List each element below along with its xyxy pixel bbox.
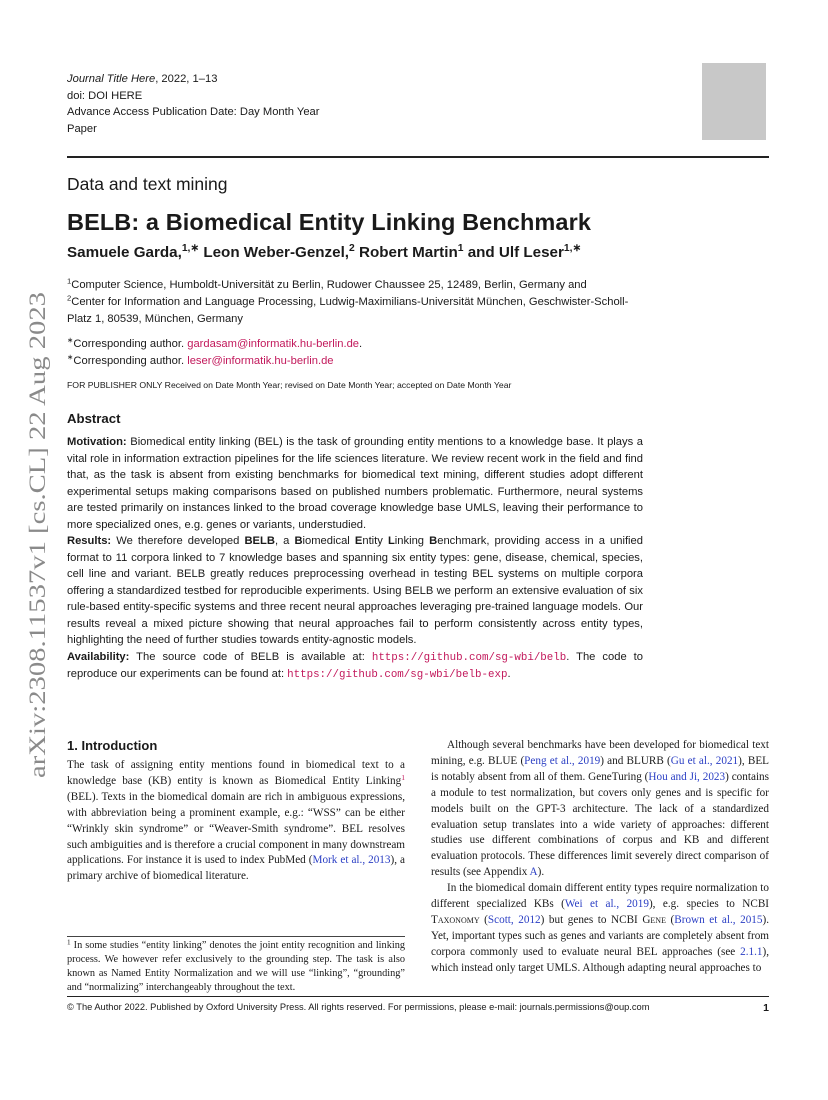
author-affil-mark: 1 (457, 242, 464, 254)
arxiv-identifier (21, 290, 51, 780)
footnote-rule (67, 936, 405, 937)
intro-paragraph: Although several benchmarks have been developed for biomedical text mining, e.g. BLUE (Peng et al., 2019) and BLURB (Gu et al., 2021), BEL is notably absent from all of them. GeneTuring (Hou and Ji, 2023) contains a module to test normalization, but covers only genes and is specific for models built on the GPT-3 architecture. The lack of a standardized evaluation setup translates into a wide variety of approaches: different studies use different combinations of corpus and KB and different evaluation protocols. These differences limit severely direct comparison of results (see Appendix A). (431, 739, 770, 879)
corresponding-author: ∗Corresponding author. leser@informatik.hu-berlin.de (67, 352, 334, 368)
affiliation (67, 294, 647, 328)
corresponding-label: Corresponding author. (73, 355, 188, 368)
paper-title: BELB: a Biomedical Entity Linking Benchmark (67, 209, 592, 235)
citation-link[interactable]: Hou and Ji, 2023 (648, 770, 726, 783)
doi: doi: DOI HERE (67, 89, 143, 102)
citation-link[interactable]: Scott, 2012 (487, 913, 541, 926)
author-name: Leon Weber-Genzel, (199, 244, 350, 261)
header-rule (67, 156, 769, 158)
intro-paragraph: In the biomedical domain different entity types require normalization to different specialized KBs (Wei et al., 2019), e.g. species to NCBI Taxonomy (Scott, 2012) but genes to NCBI Gene (Brown et al., 2015). Yet, important types such as genes and variants are completely absent from corpora commonly used to evaluate neural BEL approaches (see 2.1.1), which instead only target UMLS. Although adapting neural approaches to (431, 882, 770, 974)
affiliation-mark: 2 (67, 293, 72, 303)
corresponding-author: ∗Corresponding author. gardasam@informatik.hu-berlin.de. (67, 335, 363, 350)
affiliation-mark: 1 (67, 276, 72, 286)
code-repo-link[interactable]: https://github.com/sg-wbi/belb (371, 651, 567, 664)
author-name: and Ulf Leser (463, 244, 564, 261)
citation-link[interactable]: Peng et al., 2019 (524, 754, 601, 767)
footnote-marker[interactable]: 1 (401, 772, 405, 782)
footer-rule (67, 996, 769, 997)
experiments-repo-link[interactable]: https://github.com/sg-wbi/belb-exp (287, 669, 508, 682)
author-list (67, 244, 581, 261)
journal-meta (67, 71, 567, 137)
right-column (431, 738, 769, 977)
copyright-footer: © The Author 2022. Published by Oxford University Press. All rights reserved. For permissions, please e-mail: journals.permissions@oup.com (67, 1002, 650, 1012)
footnote-number: 1 (67, 938, 71, 947)
publisher-note: FOR PUBLISHER ONLY Received on Date Month Year; revised on Date Month Year; accepted on Date Month Year (67, 380, 512, 390)
author-affil-mark: 1,∗ (181, 242, 200, 254)
abstract-heading: Abstract (67, 411, 121, 426)
journal-year-pages: , 2022, 1–13 (155, 73, 218, 85)
citation-link[interactable]: Mork et al., 2013 (312, 854, 391, 867)
abstract-motivation: Motivation: Biomedical entity linking (BEL) is the task of grounding entity mentions to a knowledge base. It plays a vital role in information extraction pipelines for the life sciences literature. We review recent work in the field and find that, as the task is absent from existing benchmarks for biomedical text mining, different studies adopt different experimental setups making comparisons based on published numbers problematic. Furthermore, neural systems are tested primarily on instances linked to the broad coverage knowledge base UMLS, leaving their performance to more specialized ones, e.g. genes or variants, understudied. (67, 436, 643, 531)
abstract-availability: Availability: The source code of BELB is available at: https://github.com/sg-wbi/belb. The code to reproduce our experiments can be found at: https://github.com/sg-wbi/belb-exp. (67, 650, 643, 682)
citation-link[interactable]: Gu et al., 2021 (670, 754, 739, 767)
email-link[interactable]: leser@informatik.hu-berlin.de (187, 355, 334, 368)
affiliation (67, 277, 647, 294)
left-column (67, 738, 405, 885)
journal-title: Journal Title Here (67, 73, 156, 85)
section-link[interactable]: 2.1.1 (740, 945, 763, 958)
page-number: 1 (763, 1002, 769, 1014)
abstract-results: Results: We therefore developed BELB, a Biomedical Entity Linking Benchmark, providing access in a unified format to 11 corpora linked to 7 knowledge bases and spanning six entity types: gene, disease, chemical, species, cell line and variant. BELB greatly reduces preprocessing overhead in testing BEL systems on multiple corpora offering a standardized testbed for reproducible experiments. Using BELB we perform an extensive evaluation of six rule-based entity-specific systems and three recent neural approaches leveraging pre-trained language models. Our results reveal a mixed picture showing that neural approaches fail to perform consistently across entity types, highlighting the need of further studies towards entity-agnostic models. (67, 535, 643, 647)
access-date: Advance Access Publication Date: Day Month Year (67, 106, 320, 119)
appendix-link[interactable]: A (529, 866, 538, 879)
corresponding-label: Corresponding author. (73, 338, 188, 350)
footnote-text: In some studies “entity linking” denotes the joint entity recognition and linking process. We however refer exclusively to the grounding step. The task is also known as Named Entity Normalization and we will use “linking”, “grounding” and “normalizing” interchangeably throughout the text. (67, 940, 405, 994)
abstract-body (67, 434, 643, 684)
corresponding-authors (67, 336, 647, 371)
citation-link[interactable]: Brown et al., 2015 (674, 913, 763, 926)
arxiv-identifier-text: arXiv:2308.11537v1 [cs.CL] 22 Aug 2023 (25, 379, 51, 778)
affiliation-text: Center for Information and Language Processing, Ludwig-Maximilians-Universität München, Geschwister-Scholl-Platz 1, 80539, München, Germany (67, 295, 629, 325)
author-name: Robert Martin (354, 244, 458, 261)
section-label: Data and text mining (67, 174, 228, 194)
author-affil-mark: 1,∗ (563, 242, 582, 254)
introduction-heading: 1. Introduction (67, 738, 158, 753)
citation-link[interactable]: Wei et al., 2019 (564, 898, 649, 911)
journal-logo-placeholder (702, 63, 766, 140)
affiliations (67, 277, 647, 327)
article-type: Paper (67, 122, 97, 135)
intro-paragraph: The task of assigning entity mentions found in biomedical text to a knowledge base (KB) entity is known as Biomedical Entity Linking$^1$ (BEL). Texts in the biomedical domain are rich in ambiguous expressions, with abbreviation being a prominent example, e.g.: “WSS” can be either “Wrinkly skin syndrome” or “Weaver-Smith syndrome”. BEL resolves such ambiguities and is therefore a crucial component in many downstream applications. For instance it is used to index PubMed (Mork et al., 2013), a primary archive of biomedical literature. (67, 759, 406, 883)
email-link[interactable]: gardasam@informatik.hu-berlin.de (187, 338, 360, 350)
author-affil-mark: 2 (349, 242, 355, 254)
footnote (67, 939, 405, 995)
affiliation-text: Computer Science, Humboldt-Universität zu Berlin, Rudower Chaussee 25, 12489, Berlin, Germany and (71, 279, 587, 291)
author-name: Samuele Garda, (67, 244, 182, 261)
